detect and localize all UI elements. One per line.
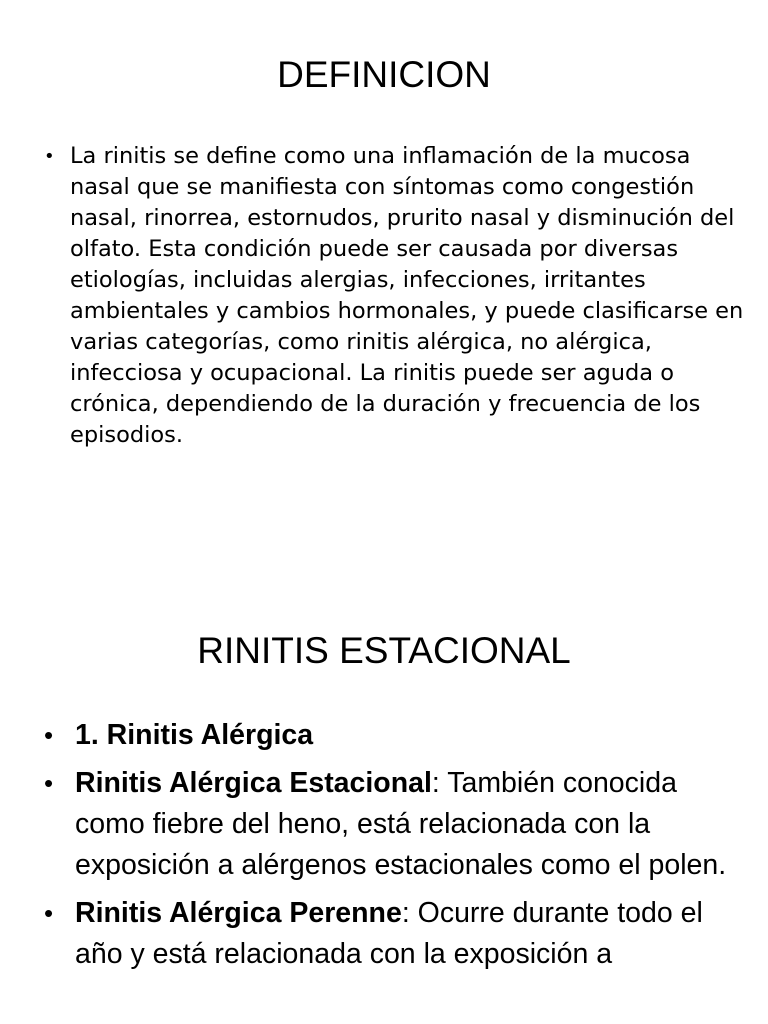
bullet-list <box>44 715 734 982</box>
bullet-text: : También conocida como fiebre del heno, está relacionada con la exposición a alérgenos estacionales como el polen. <box>75 767 727 881</box>
bullet-icon: • <box>44 768 54 798</box>
bullet-heading: 1. Rinitis Alérgica <box>75 719 314 751</box>
bullet-text: : Ocurre durante todo el año y está relacionada con la exposición a <box>75 897 703 970</box>
slide-title: RINITIS ESTACIONAL <box>197 630 571 671</box>
slide-title: DEFINICION <box>277 54 491 95</box>
slide-rinitis-estacional <box>0 576 768 1024</box>
bullet-item <box>44 141 744 451</box>
bullet-icon: • <box>44 720 54 750</box>
bullet-text: La rinitis se define como una inflamación de la mucosa nasal que se manifiesta con síntomas como congestión nasal, rinorrea, estornudos, prurito nasal y disminución del olfato. Esta condición puede ser causada por diversas etiologías, incluidas alergias, infecciones, irritantes ambientales y cambios hormonales, y puede clasificarse en varias categorías, como rinitis alérgica, no alérgica, infecciosa y ocupacional. La rinitis puede ser aguda o crónica, dependiendo de la duración y frecuencia de los episodios. <box>70 143 744 448</box>
bullet-list <box>44 141 744 451</box>
bullet-icon: • <box>44 898 54 928</box>
bullet-term: Rinitis Alérgica Perenne <box>75 897 402 929</box>
bullet-item <box>44 893 734 975</box>
bullet-term: Rinitis Alérgica Estacional <box>75 767 432 799</box>
bullet-item <box>44 715 734 756</box>
bullet-item <box>44 763 734 886</box>
bullet-icon: • <box>44 146 55 167</box>
